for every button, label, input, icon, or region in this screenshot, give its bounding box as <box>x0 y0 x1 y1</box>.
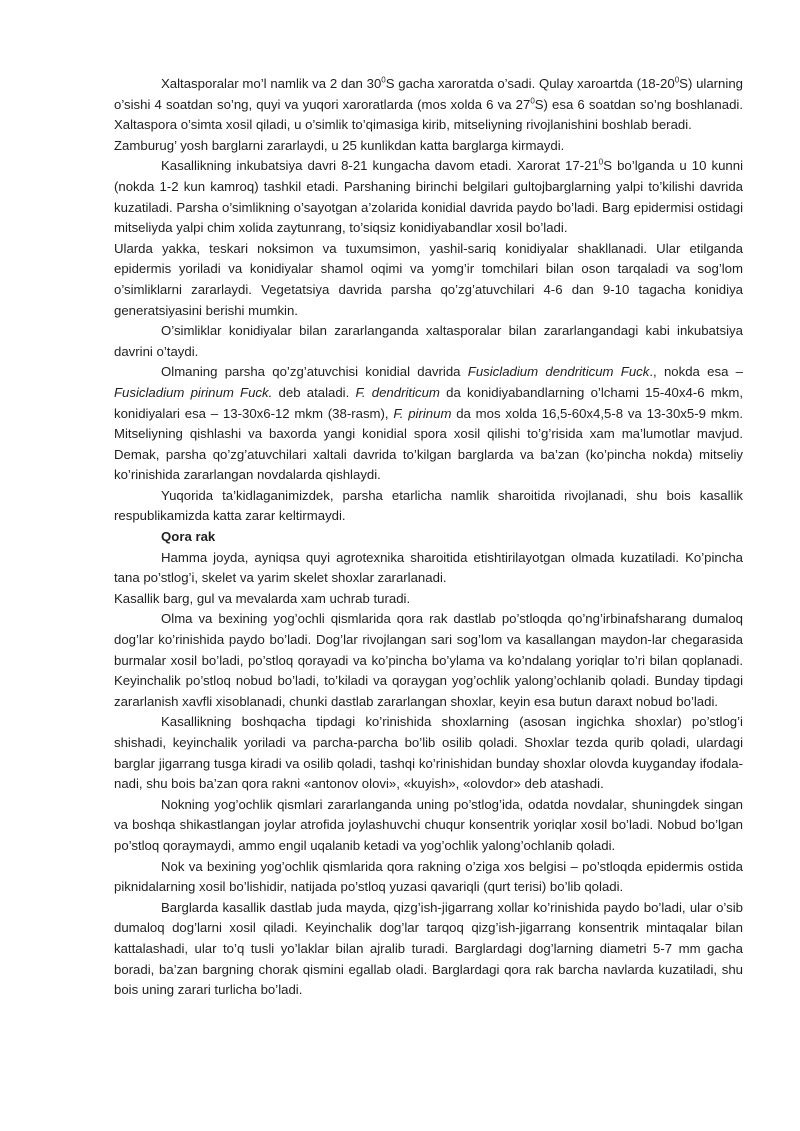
paragraph-conidia: Ularda yakka, teskari noksimon va tuxumsimon, yashil-sariq konidiyalar shakllanadi. Ular etilganda epidermis yoriladi va konidiyalar shamol oqimi va yomg’ir tomchilari bilan oson tarqaladi va sog’lom o’simliklarni zararlaydi. Vegetatsiya davrida parsha qo’zg’atuvchilari 4-6 dan 9-10 tagacha konidiya generatsiyasini berishi mumkin. <box>114 240 743 318</box>
species-name: F. dendriticum <box>355 384 440 400</box>
text-run: Olmaning parsha qo’zg’atuvchisi konidial davrida <box>161 364 468 380</box>
paragraph-branch-symptoms: Kasallikning boshqacha tipdagi ko’rinishida shoxlarning (asosan ingichka shoxlar) po’stlog’i shishadi, keyinchalik yoriladi va parcha-parcha bo’lib osilib qoladi. Shoxlar tezda qurib qoladi, ulardagi barglar jigarrang tusga kiradi va osilib qoladi, tashqi ko’rinishidan bunday shoxlar olovda kuyganday ifodala-nadi, shu bois ba’zan qora rakni «antonov olovi», «kuyish», «olovdor» deb atashadi. <box>114 714 743 792</box>
degree-sup: 0 <box>598 157 604 167</box>
text-run: ., nokda esa – <box>649 364 743 380</box>
document-page <box>114 74 743 1001</box>
paragraph-bark-symptoms: Olma va bexining yog’ochli qismlarida qora rak dastlab po’stloqda qo’ng’irbinafsharang dumaloq dog’lar ko’rinishida paydo bo’ladi. Dog’lar rivojlangan sari sog’lom va kasallangan maydon-lar chegarasida burmalar xosil bo’ladi, po’stloq qorayadi va ko’pincha bo’ylama va ko’ndalang yoriqlar to’ri bilan qoplanadi. Keyinchalik po’stloq nobud bo’ladi, to’kiladi va qoraygan yog’ochlik yalong’ochlanib qoladi. Bunday tipdagi zararlanish xavfli xisoblanadi, chunki dastlab zararlangan shoxlar, keyin esa butun daraxt nobud bo’ladi. <box>114 611 743 709</box>
degree-sup: 0 <box>381 75 386 85</box>
paragraph-pycnidia: Nok va bexining yog’ochlik qismlarida qora rakning o’ziga xos belgisi – po’stloqda epidermis ostida piknidalarning xosil bo’lishidir, natijada po’stloq yuzasi qavariqli (qurt terisi) bo’lib qoladi. <box>114 858 743 895</box>
text-run: Xaltasporalar mo’l namlik va 2 dan 30 <box>161 76 382 91</box>
degree-sup: 0 <box>530 96 535 106</box>
section-heading: Qora rak <box>161 529 216 545</box>
species-name: Fusicladium pirinum Fuck. <box>114 384 273 400</box>
text-run: Kasallikning inkubatsiya davri 8-21 kungacha davom etadi. Xarorat 17-21 <box>161 158 599 174</box>
species-name: Fusicladium dendriticum Fuck <box>467 364 650 380</box>
paragraph-pear-symptoms: Nokning yog’ochlik qismlari zararlanganda uning po’stlog’ida, odatda novdalar, shuningdek singan va boshqa shikastlangan joylar atrofida joylashuvchi chuqur konsentrik yoriqlar xosil bo’ladi. Nobud bo’lgan po’stloq qoraymaydi, ammo engil uqalanib ketadi va yog’ochlik yalong’ochlanib qoladi. <box>114 796 743 853</box>
paragraph-humidity-summary: Yuqorida ta’kidlaganimizdek, parsha etarlicha namlik sharoitida rivojlanadi, shu bois kasallik respublikamizda katta zarar keltirmaydi. <box>114 487 743 524</box>
paragraph-conidia-infection: O’simliklar konidiyalar bilan zararlanganda xaltasporalar bilan zararlangandagi kabi inkubatsiya davrini o’taydi. <box>114 323 743 359</box>
text-run: da konidiyabandlarning o’lchami 15-40x4-6 mkm, konidiyalari esa – 13-30x6-12 mkm (38-rasm), <box>114 384 743 421</box>
text-run: da mos xolda 16,5-60x4,5-8 va 13-30x5-9 mkm. Mitseliyning qishlashi va baxorda yangi konidial spora xosil qilishi to’g’risida xam ma’lumotlar mavjud. Demak, parsha qo’zg’atuvchilari xaltali davrida to’kilgan barglarda va ba’zan (ko’pincha nokda) mitseliy ko’rinishida zararlangan novdalarda qishlaydi. <box>114 405 743 483</box>
paragraph-young-leaves: Zamburug’ yosh barglarni zararlaydi, u 25 kunlikdan katta barglarga kirmaydi. <box>114 137 565 153</box>
paragraph-pathogen-species <box>114 362 743 486</box>
degree-sup: 0 <box>674 75 680 85</box>
paragraph-leaves-flowers: Kasallik barg, gul va mevalarda xam uchrab turadi. <box>114 590 411 606</box>
text-run: S gacha xaroratda o’sadi. Qulay xaroartda (18-20 <box>385 76 675 91</box>
text-run: S) ularning o’sishi 4 soatdan so’ng, quyi va yuqori xaroratlarda (mos xolda 6 va 27 <box>114 76 743 112</box>
text-run: S bo’lganda u 10 kunni (nokda 1-2 kun kamroq) tashkil etadi. Parshaning birinchi belgilari gultojbarglarning yalpi to’kilishi davrida kuzatiladi. Parsha o’simlikning o’sayotgan a’zolarida konidial davrida paydo bo’ladi. Barg epidermisi ostidagi mitseliyda yalpi chim xolida zaytunrang, to’siqsiz konidiyabandlar xosil bo’ladi. <box>114 158 743 236</box>
species-name: F. pirinum <box>393 405 452 421</box>
paragraph-ascospore-growth <box>114 74 743 136</box>
paragraph-leaf-spots: Barglarda kasallik dastlab juda mayda, qizg’ish-jigarrang xollar ko’rinishida paydo bo’ladi, ular o’sib dumaloq dog’larni xosil qiladi. Keyinchalik dog’lar tarqoq qizg’ish-jigarrang konsentrik mintaqalar bilan kattalashadi, ular to’q tusli yo’laklar bilan ajralib turadi. Barglardagi dog’larning diametri 5-7 mm gacha boradi, ba’zan bargning chorak qismini egallab oladi. Barglardagi qora rak barcha navlarda kuzatiladi, shu bois uning zarari turlicha bo’ladi. <box>114 899 743 998</box>
paragraph-black-rot-occurrence: Hamma joyda, ayniqsa quyi agrotexnika sharoitida etishtirilayotgan olmada kuzatiladi. Ko’pincha tana po’stlog’i, skelet va yarim skelet shoxlar zararlanadi. <box>114 549 743 586</box>
text-run: S) esa 6 soatdan so’ng boshlanadi. Xaltaspora o’simta xosil qiladi, u o’simlik to’qimasiga kirib, mitseliyning rivojlanishini boshlab beradi. <box>114 96 743 133</box>
paragraph-incubation <box>114 156 743 238</box>
text-run: deb ataladi. <box>272 384 356 400</box>
